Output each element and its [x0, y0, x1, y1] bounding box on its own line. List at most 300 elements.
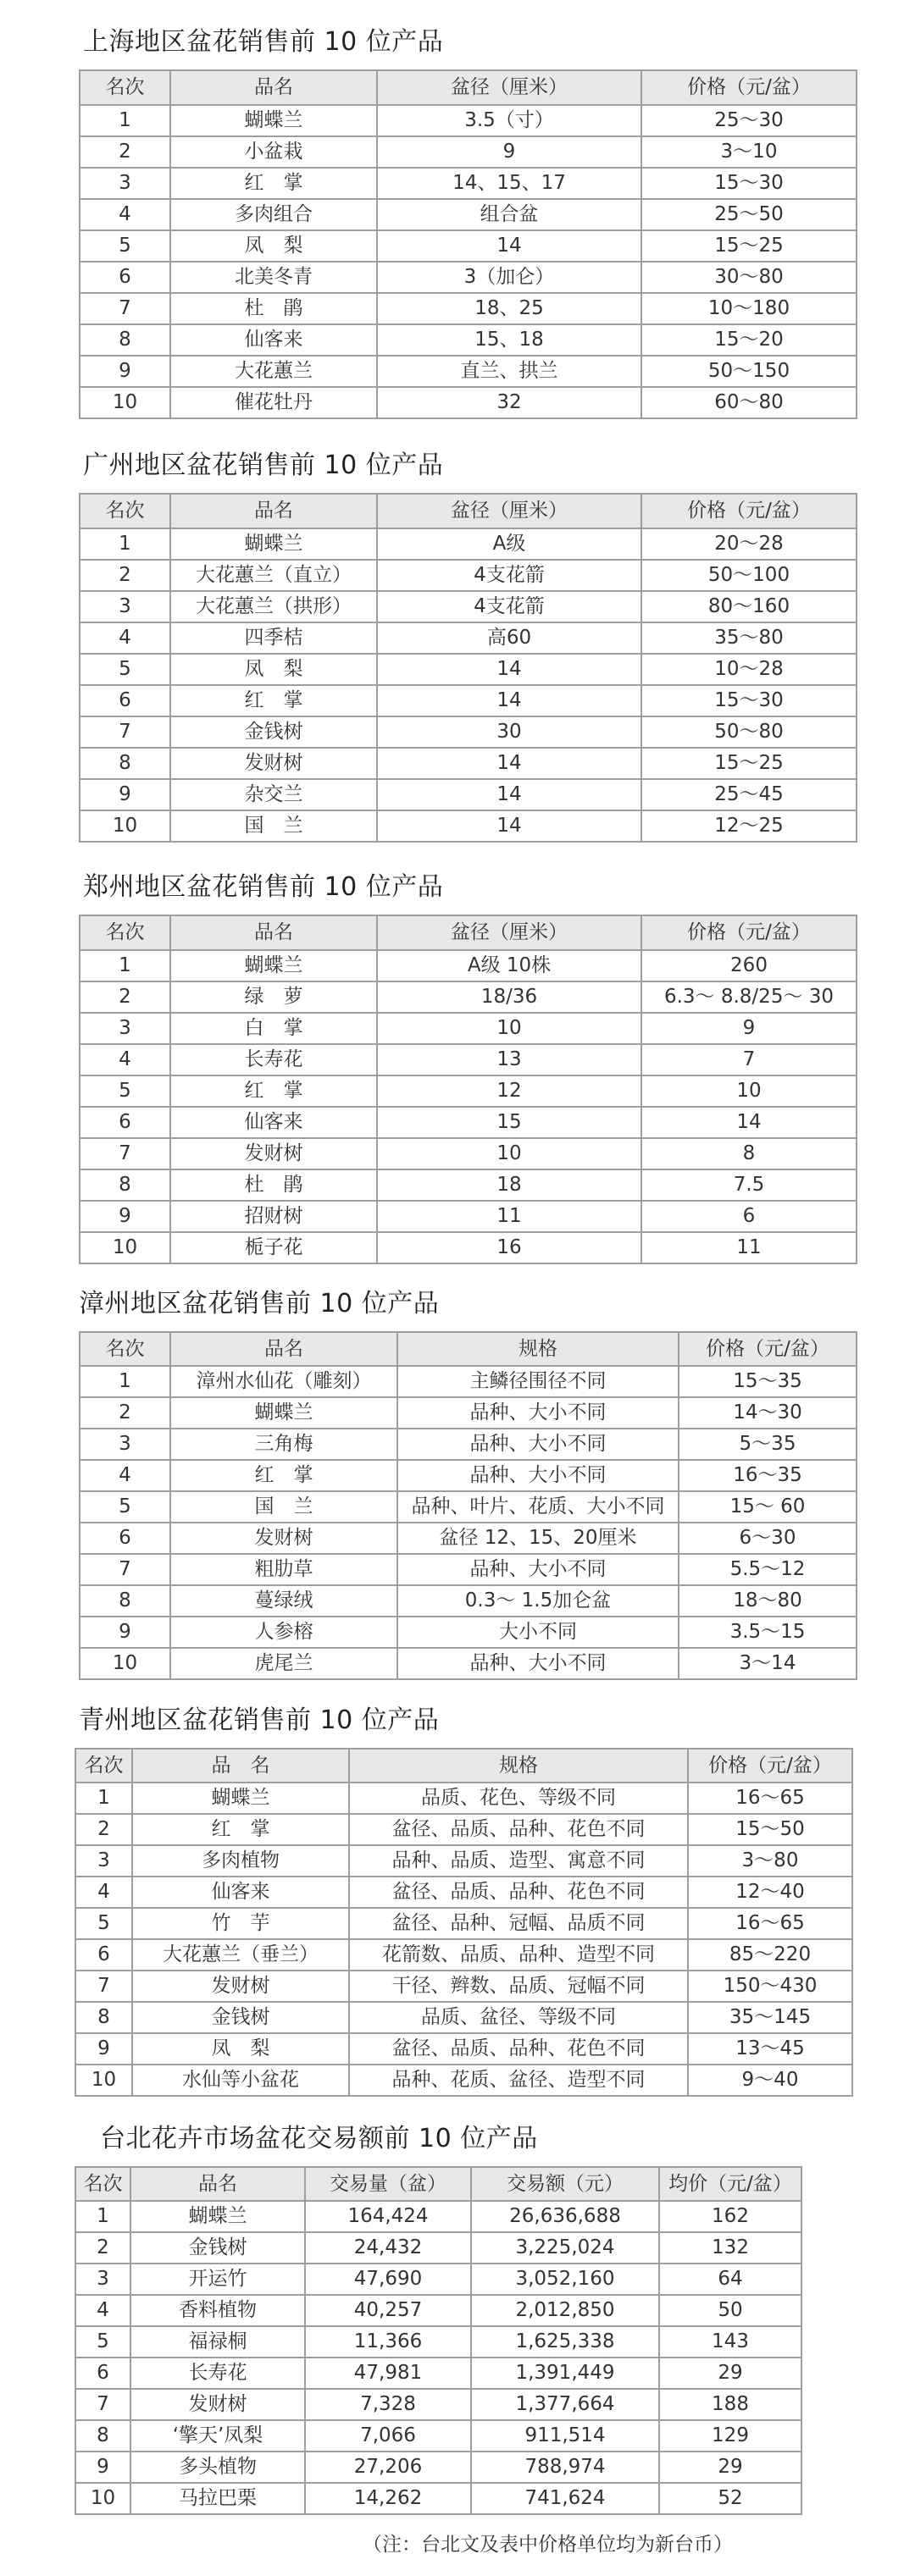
table-cell: 国 兰: [170, 810, 377, 842]
table-cell: 10～180: [641, 293, 857, 324]
table-cell: 10: [80, 810, 170, 842]
table-cell: 2: [80, 136, 170, 168]
table-cell: 3: [80, 1013, 170, 1044]
table-row: [80, 168, 857, 199]
table-row: [80, 685, 857, 716]
table-row: [80, 981, 857, 1013]
table-cell: 6: [80, 1107, 170, 1138]
table-cell: 9: [75, 2033, 132, 2065]
table-cell: 蔓绿绒: [170, 1585, 397, 1617]
table-cell: 漳州水仙花（雕刻）: [170, 1366, 397, 1397]
column-header: 价格（元/盆）: [641, 915, 857, 950]
table-cell: 16: [377, 1232, 641, 1263]
column-header: 品 名: [132, 1749, 349, 1783]
table-cell: 1: [80, 528, 170, 560]
table-header-row: [75, 1749, 852, 1783]
table-cell: 红 掌: [132, 1814, 349, 1845]
table-row: [80, 1366, 857, 1397]
column-header: 名次: [75, 1749, 132, 1783]
table-cell: 8: [80, 1169, 170, 1201]
table-cell: 16～65: [688, 1783, 852, 1814]
table-guangzhou: [79, 493, 857, 843]
column-header: 名次: [75, 2167, 130, 2201]
table-cell: 4支花箭: [377, 560, 641, 591]
table-cell: 3,052,160: [471, 2264, 659, 2295]
table-cell: 4: [80, 622, 170, 654]
table-cell: 3.5（寸）: [377, 105, 641, 136]
table-cell: 15～35: [679, 1366, 857, 1397]
table-cell: 组合盆: [377, 199, 641, 230]
table-row: [75, 1814, 852, 1845]
table-cell: 盆径、品质、品种、花色不同: [349, 2033, 688, 2065]
table-cell: 6: [641, 1201, 857, 1232]
table-cell: 发财树: [132, 1971, 349, 2002]
table-cell: 13～45: [688, 2033, 852, 2065]
section-title-taipei: 台北花卉市场盆花交易额前 10 位产品: [100, 2124, 538, 2153]
table-cell: 25～30: [641, 105, 857, 136]
table-cell: 15～30: [641, 168, 857, 199]
table-cell: 仙客来: [132, 1877, 349, 1908]
table-row: [75, 2065, 852, 2096]
section-title-zhengzhou: 郑州地区盆花销售前 10 位产品: [83, 872, 444, 902]
table-cell: 12: [377, 1075, 641, 1107]
column-header: 品名: [170, 1332, 397, 1366]
table-row: [80, 622, 857, 654]
table-cell: 7: [80, 716, 170, 748]
table-cell: 1,377,664: [471, 2389, 659, 2420]
table-row: [80, 748, 857, 779]
column-header: 交易额（元）: [471, 2167, 659, 2201]
table-cell: 188: [659, 2389, 801, 2420]
column-header: 价格（元/盆）: [641, 494, 857, 528]
table-cell: 27,206: [305, 2452, 471, 2483]
table-cell: 3～10: [641, 136, 857, 168]
table-header-row: [80, 70, 857, 105]
table-cell: 直兰、拱兰: [377, 356, 641, 387]
column-header: 价格（元/盆）: [641, 70, 857, 105]
table-cell: 10: [75, 2065, 132, 2096]
table-cell: 50～150: [641, 356, 857, 387]
section-title-zhangzhou: 漳州地区盆花销售前 10 位产品: [79, 1289, 440, 1318]
table-row: [80, 1138, 857, 1169]
table-cell: 招财树: [170, 1201, 377, 1232]
table-cell: 凤 梨: [170, 230, 377, 262]
table-row: [80, 262, 857, 293]
table-cell: 3: [80, 591, 170, 622]
table-cell: A级 10株: [377, 950, 641, 981]
table-cell: 大花蕙兰（直立）: [170, 560, 377, 591]
table-cell: 催花牡丹: [170, 387, 377, 418]
table-cell: 9: [80, 1201, 170, 1232]
table-row: [75, 2358, 801, 2389]
table-header-row: [80, 1332, 857, 1366]
table-cell: 盆径、品质、品种、花色不同: [349, 1814, 688, 1845]
table-cell: 金钱树: [130, 2232, 305, 2264]
table-cell: 金钱树: [170, 716, 377, 748]
table-cell: 143: [659, 2326, 801, 2358]
table-cell: 50: [659, 2295, 801, 2326]
currency-note: （注：台北文及表中价格单位均为新台币）: [363, 2534, 733, 2556]
table-cell: 7: [75, 2389, 130, 2420]
table-cell: 6: [75, 1939, 132, 1971]
table-cell: 6.3～ 8.8/25～ 30: [641, 981, 857, 1013]
table-cell: 15、18: [377, 324, 641, 356]
table-cell: 7: [80, 1138, 170, 1169]
table-cell: 741,624: [471, 2483, 659, 2514]
table-row: [80, 1013, 857, 1044]
section-title-qingzhou: 青州地区盆花销售前 10 位产品: [79, 1705, 440, 1735]
table-cell: 162: [659, 2201, 801, 2232]
table-row: [80, 387, 857, 418]
table-cell: 50～100: [641, 560, 857, 591]
table-cell: 6: [80, 685, 170, 716]
table-cell: 三角梅: [170, 1429, 397, 1460]
table-cell: 5: [75, 1908, 132, 1939]
table-row: [80, 810, 857, 842]
table-cell: 16～65: [688, 1908, 852, 1939]
table-cell: 1,391,449: [471, 2358, 659, 2389]
table-cell: 发财树: [130, 2389, 305, 2420]
table-cell: 14: [377, 685, 641, 716]
table-cell: 品种、叶片、花质、大小不同: [397, 1491, 679, 1523]
table-cell: 2: [80, 981, 170, 1013]
table-cell: 大花蕙兰: [170, 356, 377, 387]
table-header-row: [80, 915, 857, 950]
table-cell: 盆径、品种、冠幅、品质不同: [349, 1908, 688, 1939]
table-cell: 发财树: [170, 748, 377, 779]
table-cell: 32: [377, 387, 641, 418]
table-cell: 7.5: [641, 1169, 857, 1201]
column-header: 盆径（厘米）: [377, 915, 641, 950]
table-cell: 10: [377, 1138, 641, 1169]
table-row: [75, 1908, 852, 1939]
table-cell: 凤 梨: [170, 654, 377, 685]
table-cell: 260: [641, 950, 857, 981]
table-row: [75, 2295, 801, 2326]
table-cell: 6: [80, 262, 170, 293]
table-cell: 品种、大小不同: [397, 1429, 679, 1460]
table-cell: 35～145: [688, 2002, 852, 2033]
table-row: [75, 1877, 852, 1908]
table-row: [80, 1044, 857, 1075]
table-cell: 10: [80, 1232, 170, 1263]
table-cell: 红 掌: [170, 1075, 377, 1107]
table-cell: 4: [80, 1460, 170, 1491]
table-header-row: [75, 2167, 801, 2201]
table-cell: 杜 鹃: [170, 1169, 377, 1201]
table-cell: 64: [659, 2264, 801, 2295]
table-row: [80, 1648, 857, 1679]
table-cell: 5: [75, 2326, 130, 2358]
table-row: [80, 716, 857, 748]
table-cell: 164,424: [305, 2201, 471, 2232]
table-row: [75, 2483, 801, 2514]
table-cell: 0.3～ 1.5加仑盆: [397, 1585, 679, 1617]
table-cell: 4: [75, 1877, 132, 1908]
table-cell: 马拉巴栗: [130, 2483, 305, 2514]
table-cell: 5: [80, 230, 170, 262]
table-cell: 9～40: [688, 2065, 852, 2096]
table-cell: 14: [377, 810, 641, 842]
table-cell: 5: [80, 1075, 170, 1107]
table-cell: 蝴蝶兰: [132, 1783, 349, 1814]
table-cell: 4: [80, 199, 170, 230]
table-cell: 132: [659, 2232, 801, 2264]
table-cell: 蝴蝶兰: [170, 950, 377, 981]
table-cell: 11: [377, 1201, 641, 1232]
table-row: [80, 1429, 857, 1460]
table-cell: 9: [75, 2452, 130, 2483]
column-header: 品名: [170, 494, 377, 528]
table-cell: 788,974: [471, 2452, 659, 2483]
table-cell: 1: [75, 1783, 132, 1814]
table-cell: 15～30: [641, 685, 857, 716]
table-cell: 红 掌: [170, 685, 377, 716]
table-row: [75, 2002, 852, 2033]
table-cell: 7,328: [305, 2389, 471, 2420]
table-row: [80, 324, 857, 356]
table-cell: 6: [80, 1523, 170, 1554]
table-cell: 20～28: [641, 528, 857, 560]
table-cell: 80～160: [641, 591, 857, 622]
table-cell: 18/36: [377, 981, 641, 1013]
table-cell: 红 掌: [170, 1460, 397, 1491]
table-row: [75, 1939, 852, 1971]
table-row: [80, 779, 857, 810]
table-cell: 红 掌: [170, 168, 377, 199]
table-row: [80, 293, 857, 324]
table-cell: 8: [80, 324, 170, 356]
table-row: [80, 1397, 857, 1429]
table-cell: 北美冬青: [170, 262, 377, 293]
table-row: [75, 1783, 852, 1814]
table-cell: 1,625,338: [471, 2326, 659, 2358]
table-qingzhou: [75, 1748, 853, 2097]
table-row: [80, 136, 857, 168]
table-cell: 30～80: [641, 262, 857, 293]
table-cell: 7: [80, 293, 170, 324]
table-cell: 1: [80, 105, 170, 136]
table-cell: 大小不同: [397, 1617, 679, 1648]
table-cell: 15～ 60: [679, 1491, 857, 1523]
table-cell: 凤 梨: [132, 2033, 349, 2065]
table-cell: 5: [80, 1491, 170, 1523]
table-cell: 6～30: [679, 1523, 857, 1554]
table-cell: 15～25: [641, 748, 857, 779]
table-cell: 5.5～12: [679, 1554, 857, 1585]
column-header: 名次: [80, 915, 170, 950]
table-cell: 品种、大小不同: [397, 1460, 679, 1491]
table-row: [80, 528, 857, 560]
table-cell: 4: [75, 2295, 130, 2326]
table-row: [80, 105, 857, 136]
table-row: [80, 1554, 857, 1585]
table-row: [75, 1845, 852, 1877]
table-cell: 仙客来: [170, 1107, 377, 1138]
table-cell: 18、25: [377, 293, 641, 324]
table-row: [75, 2033, 852, 2065]
table-cell: 发财树: [170, 1138, 377, 1169]
table-cell: 150～430: [688, 1971, 852, 2002]
table-cell: 人参榕: [170, 1617, 397, 1648]
table-cell: 60～80: [641, 387, 857, 418]
table-cell: 14～30: [679, 1397, 857, 1429]
table-cell: 3: [75, 2264, 130, 2295]
table-cell: 8: [641, 1138, 857, 1169]
table-cell: 18: [377, 1169, 641, 1201]
column-header: 盆径（厘米）: [377, 70, 641, 105]
table-cell: 3.5～15: [679, 1617, 857, 1648]
table-cell: 7: [641, 1044, 857, 1075]
section-title-shanghai: 上海地区盆花销售前 10 位产品: [83, 27, 444, 57]
table-row: [75, 2420, 801, 2452]
table-cell: 水仙等小盆花: [132, 2065, 349, 2096]
table-cell: 金钱树: [132, 2002, 349, 2033]
table-cell: 品质、盆径、等级不同: [349, 2002, 688, 2033]
table-cell: 3: [80, 1429, 170, 1460]
table-cell: 9: [377, 136, 641, 168]
table-cell: 4: [80, 1044, 170, 1075]
table-cell: 粗肋草: [170, 1554, 397, 1585]
table-cell: 16～35: [679, 1460, 857, 1491]
table-cell: 2: [80, 1397, 170, 1429]
column-header: 均价（元/盆）: [659, 2167, 801, 2201]
table-cell: 29: [659, 2358, 801, 2389]
table-zhangzhou: [79, 1331, 857, 1680]
table-cell: 2: [75, 2232, 130, 2264]
table-cell: 10: [80, 1648, 170, 1679]
table-cell: 14: [377, 654, 641, 685]
table-cell: 多肉组合: [170, 199, 377, 230]
table-cell: 大花蕙兰（拱形）: [170, 591, 377, 622]
table-cell: 2: [80, 560, 170, 591]
table-cell: 14: [377, 230, 641, 262]
table-row: [80, 1491, 857, 1523]
table-cell: 多头植物: [130, 2452, 305, 2483]
table-cell: 大花蕙兰（垂兰）: [132, 1939, 349, 1971]
table-cell: 蝴蝶兰: [170, 105, 377, 136]
table-cell: 品种、品质、造型、寓意不同: [349, 1845, 688, 1877]
table-cell: 长寿花: [130, 2358, 305, 2389]
table-cell: 911,514: [471, 2420, 659, 2452]
table-cell: 花箭数、品质、品种、造型不同: [349, 1939, 688, 1971]
table-row: [80, 356, 857, 387]
table-cell: 杜 鹃: [170, 293, 377, 324]
table-cell: 5～35: [679, 1429, 857, 1460]
table-row: [80, 1460, 857, 1491]
table-cell: 7,066: [305, 2420, 471, 2452]
table-row: [80, 591, 857, 622]
table-cell: 52: [659, 2483, 801, 2514]
table-cell: 4支花箭: [377, 591, 641, 622]
table-cell: 13: [377, 1044, 641, 1075]
table-cell: 8: [80, 1585, 170, 1617]
column-header: 品名: [170, 70, 377, 105]
table-cell: 24,432: [305, 2232, 471, 2264]
table-cell: 福禄桐: [130, 2326, 305, 2358]
table-row: [80, 199, 857, 230]
table-cell: 14: [377, 779, 641, 810]
table-cell: 15～20: [641, 324, 857, 356]
table-cell: 蝴蝶兰: [130, 2201, 305, 2232]
table-cell: 10～28: [641, 654, 857, 685]
table-cell: 3: [75, 1845, 132, 1877]
table-row: [75, 2264, 801, 2295]
column-header: 规格: [349, 1749, 688, 1783]
table-zhengzhou: [79, 915, 857, 1264]
table-cell: 11,366: [305, 2326, 471, 2358]
table-row: [80, 1523, 857, 1554]
table-cell: ‘擎天’凤梨: [130, 2420, 305, 2452]
table-row: [80, 1232, 857, 1263]
table-shanghai: [79, 69, 857, 419]
table-cell: 1: [75, 2201, 130, 2232]
table-cell: 蝴蝶兰: [170, 1397, 397, 1429]
table-cell: 2,012,850: [471, 2295, 659, 2326]
column-header: 交易量（盆）: [305, 2167, 471, 2201]
table-row: [75, 2232, 801, 2264]
column-header: 价格（元/盆）: [679, 1332, 857, 1366]
table-cell: 1: [80, 1366, 170, 1397]
table-cell: 29: [659, 2452, 801, 2483]
table-cell: 盆径 12、15、20厘米: [397, 1523, 679, 1554]
table-cell: 品质、花色、等级不同: [349, 1783, 688, 1814]
table-cell: 8: [80, 748, 170, 779]
table-cell: 8: [75, 2420, 130, 2452]
table-taipei: [75, 2166, 802, 2515]
table-cell: 14: [641, 1107, 857, 1138]
table-cell: 9: [80, 356, 170, 387]
table-row: [80, 1107, 857, 1138]
table-row: [80, 230, 857, 262]
table-cell: 18～80: [679, 1585, 857, 1617]
table-cell: 14、15、17: [377, 168, 641, 199]
table-cell: 2: [75, 1814, 132, 1845]
table-row: [80, 1201, 857, 1232]
table-cell: 25～45: [641, 779, 857, 810]
table-cell: 3,225,024: [471, 2232, 659, 2264]
table-cell: 3: [80, 168, 170, 199]
column-header: 名次: [80, 1332, 170, 1366]
table-row: [80, 950, 857, 981]
table-cell: 129: [659, 2420, 801, 2452]
column-header: 价格（元/盆）: [688, 1749, 852, 1783]
column-header: 品名: [170, 915, 377, 950]
table-cell: 长寿花: [170, 1044, 377, 1075]
table-row: [80, 560, 857, 591]
table-cell: 9: [80, 779, 170, 810]
table-cell: 47,981: [305, 2358, 471, 2389]
table-row: [80, 654, 857, 685]
table-cell: 12～40: [688, 1877, 852, 1908]
table-cell: 10: [80, 387, 170, 418]
table-row: [80, 1585, 857, 1617]
table-cell: 10: [377, 1013, 641, 1044]
table-cell: A级: [377, 528, 641, 560]
table-cell: 47,690: [305, 2264, 471, 2295]
table-cell: 蝴蝶兰: [170, 528, 377, 560]
table-cell: 3～14: [679, 1648, 857, 1679]
table-cell: 50～80: [641, 716, 857, 748]
table-cell: 7: [75, 1971, 132, 2002]
column-header: 名次: [80, 494, 170, 528]
table-cell: 国 兰: [170, 1491, 397, 1523]
table-cell: 品种、大小不同: [397, 1648, 679, 1679]
table-cell: 12～25: [641, 810, 857, 842]
table-cell: 7: [80, 1554, 170, 1585]
table-cell: 10: [641, 1075, 857, 1107]
table-cell: 发财树: [170, 1523, 397, 1554]
